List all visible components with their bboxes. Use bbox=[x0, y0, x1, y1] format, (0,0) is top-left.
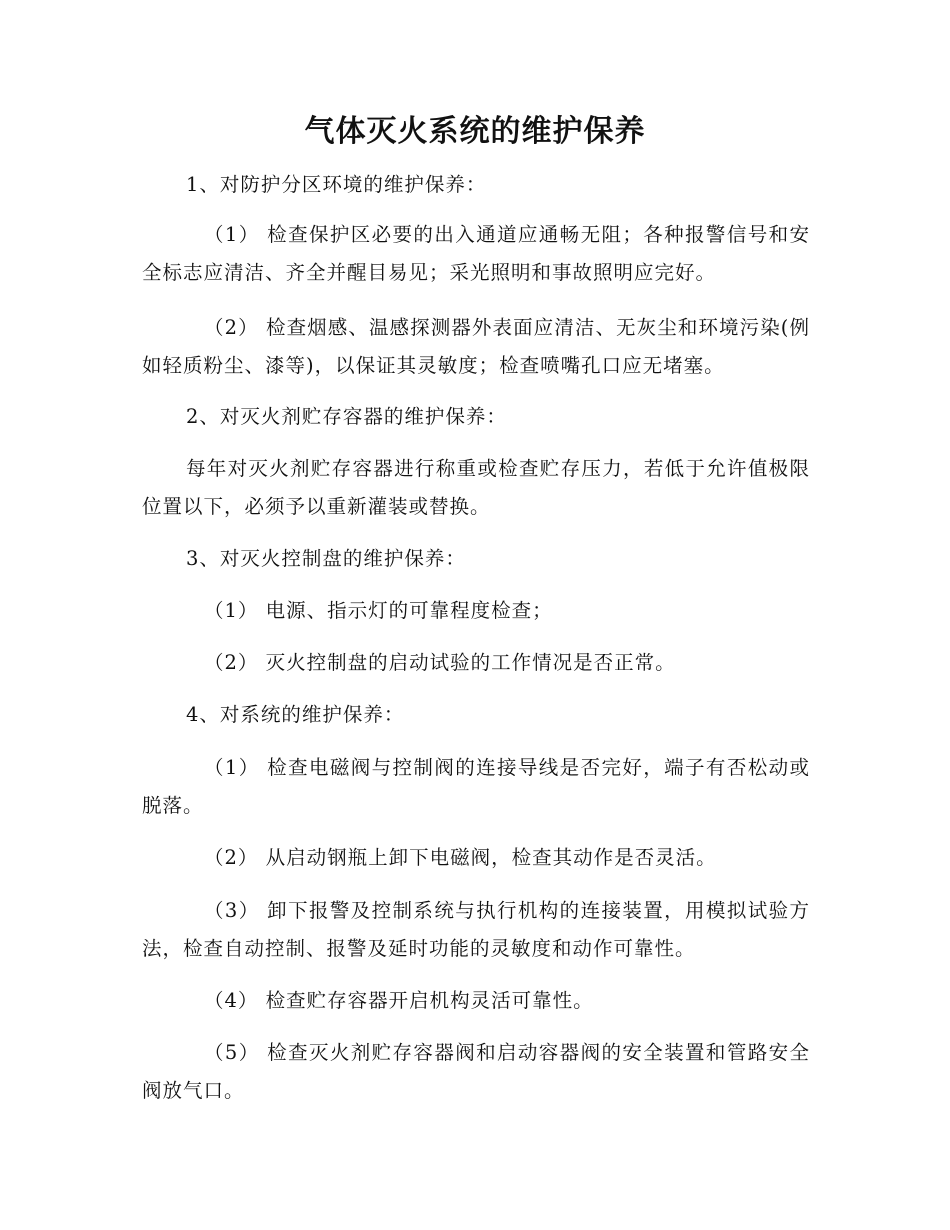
section-heading-4: 4、对系统的维护保养： bbox=[186, 703, 405, 726]
section-4-item-5: （5） 检查灭火剂贮存容器阀和启动容器阀的安全装置和管路安全阀放气口。 bbox=[142, 1041, 810, 1102]
section-1-item-2: （2） 检查烟感、温感探测器外表面应清洁、无灰尘和环境污染(例如轻质粉尘、漆等)，以保证其灵敏度；检查喷嘴孔口应无堵塞。 bbox=[142, 316, 810, 377]
section-2-body: 每年对灭火剂贮存容器进行称重或检查贮存压力，若低于允许值极限位置以下，必须予以重新灌装或替换。 bbox=[142, 457, 810, 518]
section-4-item-4: （4） 检查贮存容器开启机构灵活可靠性。 bbox=[204, 989, 594, 1012]
section-4-item-3: （3） 卸下报警及控制系统与执行机构的连接装置，用模拟试验方法，检查自动控制、报警及延时功能的灵敏度和动作可靠性。 bbox=[142, 899, 810, 960]
section-3-item-2: （2） 灭火控制盘的启动试验的工作情况是否正常。 bbox=[204, 651, 676, 674]
section-3-item-1: （1） 电源、指示灯的可靠程度检查； bbox=[204, 599, 553, 622]
section-4-item-1: （1） 检查电磁阀与控制阀的连接导线是否完好，端子有否松动或脱落。 bbox=[142, 756, 810, 817]
document-title: 气体灭火系统的维护保养 bbox=[304, 114, 646, 149]
section-heading-3: 3、对灭火控制盘的维护保养： bbox=[186, 547, 466, 570]
section-heading-2: 2、对灭火剂贮存容器的维护保养： bbox=[186, 405, 507, 428]
section-heading-1: 1、对防护分区环境的维护保养： bbox=[186, 173, 487, 196]
section-4-item-2: （2） 从启动钢瓶上卸下电磁阀，检查其动作是否灵活。 bbox=[204, 846, 717, 869]
section-1-item-1: （1） 检查保护区必要的出入通道应通畅无阻；各种报警信号和安全标志应清洁、齐全并醒目易见；采光照明和事故照明应完好。 bbox=[142, 223, 810, 284]
